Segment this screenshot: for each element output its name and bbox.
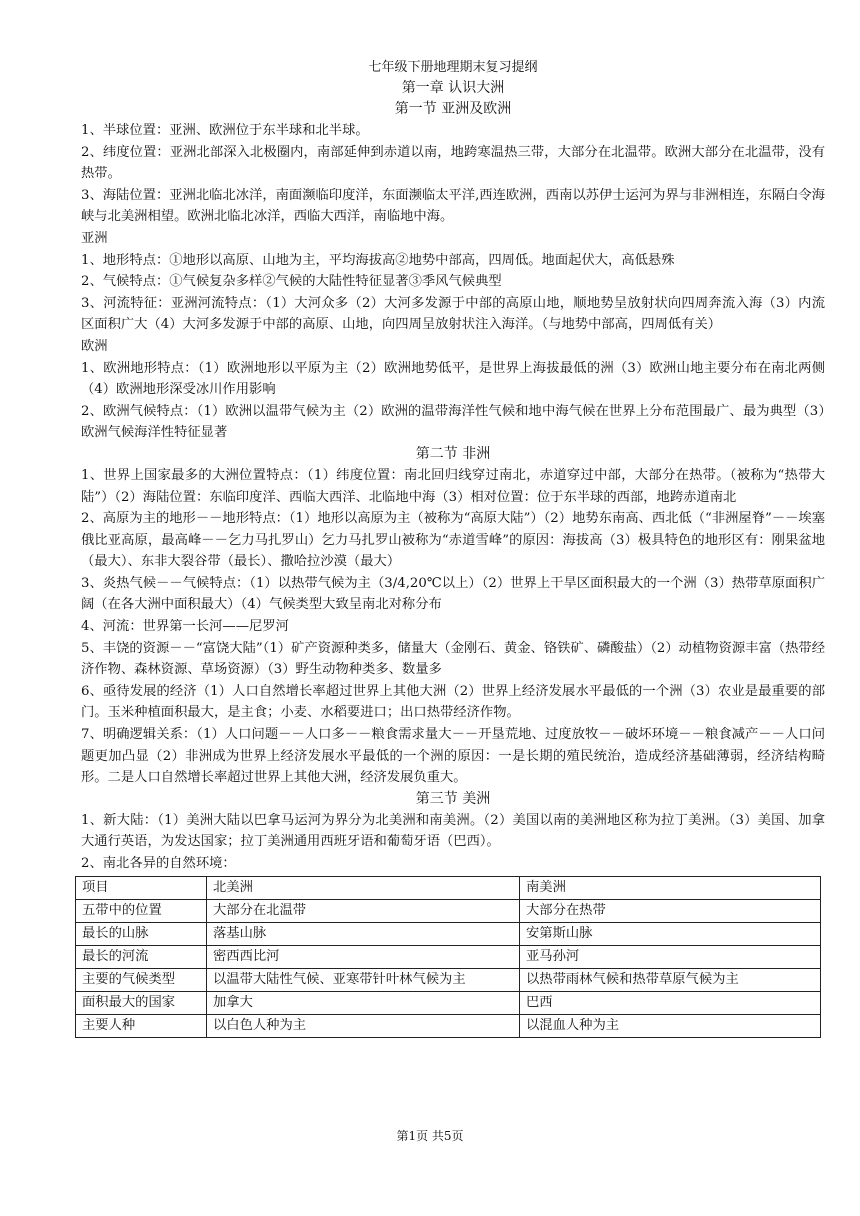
paragraph: 2、高原为主的地形－－地形特点：（1）地形以高原为主（被称为“高原大陆”）（2）地势东南高、西北低（“非洲屋脊”－－埃塞俄比亚高原，最高峰－－乞力马扎罗山）乞力马扎罗山被称为“赤道雪峰”的原因：海拔高（3）极具特色的地形区有：刚果盆地（最大）、东非大裂谷带（最长）、撒哈拉沙漠（最大） <box>81 511 826 570</box>
page-footer: 第1页 共5页 <box>396 1129 464 1143</box>
table-header-cell: 南美洲 <box>520 876 821 899</box>
paragraph: 3、海陆位置：亚洲北临北冰洋，南面濒临印度洋，东面濒临太平洋,西连欧洲，西南以苏伊士运河为界与非洲相连，东隔白令海峡与北美洲相望。欧洲北临北冰洋，西临大西洋，南临地中海。 <box>81 187 826 225</box>
table-cell: 落基山脉 <box>207 922 520 945</box>
subheading-europe: 欧洲 <box>81 338 108 354</box>
table-cell: 以温带大陆性气候、亚寒带针叶林气候为主 <box>207 968 520 991</box>
paragraph: 5、丰饶的资源－－“富饶大陆”（1）矿产资源种类多，储量大（金刚石、黄金、铬铁矿、磷酸盐）（2）动植物资源丰富（热带经济作物、森林资源、草场资源）（3）野生动物种类多、数量多 <box>81 640 825 678</box>
document-page <box>81 58 825 1038</box>
table-header-cell: 北美洲 <box>207 876 520 899</box>
table-row <box>76 945 821 968</box>
paragraph: 7、明确逻辑关系：（1）人口问题－－人口多－－粮食需求量大－－开垦荒地、过度放牧－－破坏环境－－粮食减产－－人口问题更加凸显（2）非洲成为世界上经济发展水平最低的一个洲的原因：一是长期的殖民统治，造成经济基础薄弱，经济结构畸形。二是人口自然增长率超过世界上其他大洲，经济发展负重大。 <box>81 727 825 786</box>
section-title-africa: 第二节 非洲 <box>415 445 491 462</box>
table-header-row <box>76 876 821 899</box>
table-cell: 最长的山脉 <box>76 922 207 945</box>
subheading-asia: 亚洲 <box>81 230 108 246</box>
document-title: 七年级下册地理期末复习提纲 <box>368 60 538 75</box>
table-cell: 亚马孙河 <box>520 945 821 968</box>
paragraph: 3、炎热气候－－气候特点：（1）以热带气候为主（3/4,20℃以上）（2）世界上干旱区面积最大的一个洲（3）热带草原面积广阔（在各大洲中面积最大）（4）气候类型大致呈南北对称分布 <box>81 575 825 613</box>
table-cell: 五带中的位置 <box>76 899 207 922</box>
paragraph: 6、亟待发展的经济（1）人口自然增长率超过世界上其他大洲（2）世界上经济发展水平最低的一个洲（3）农业是最重要的部门。玉米种植面积最大，是主食；小麦、水稻要进口；出口热带经济作物。 <box>81 683 825 721</box>
paragraph: 2、欧洲气候特点：（1）欧洲以温带气候为主（2）欧洲的温带海洋性气候和地中海气候在世界上分布范围最广、最为典型（3）欧洲气候海洋性特征显著 <box>81 403 825 441</box>
table-row <box>76 922 821 945</box>
comparison-table <box>75 876 821 1038</box>
table-cell: 加拿大 <box>207 991 520 1014</box>
table-row <box>76 1014 821 1037</box>
table-cell: 以混血人种为主 <box>520 1014 821 1037</box>
paragraph: 4、河流：世界第一长河——尼罗河 <box>81 619 289 635</box>
table-row <box>76 968 821 991</box>
paragraph: 2、气候特点：①气候复杂多样②气候的大陆性特征显著③季风气候典型 <box>81 274 502 290</box>
section-title-asia-europe: 第一节 亚洲及欧洲 <box>394 101 512 117</box>
table-cell: 以白色人种为主 <box>207 1014 520 1037</box>
paragraph: 1、欧洲地形特点：（1）欧洲地形以平原为主（2）欧洲地势低平，是世界上海拔最低的洲（3）欧洲山地主要分布在南北两侧（4）欧洲地形深受冰川作用影响 <box>81 360 825 398</box>
table-cell: 大部分在北温带 <box>207 899 520 922</box>
table-cell: 安第斯山脉 <box>520 922 821 945</box>
table-cell: 面积最大的国家 <box>76 991 207 1014</box>
table-cell: 密西西比河 <box>207 945 520 968</box>
paragraph: 1、地形特点：①地形以高原、山地为主，平均海拔高②地势中部高，四周低。地面起伏大，高低悬殊 <box>81 252 675 268</box>
paragraph: 1、世界上国家最多的大洲位置特点：（1）纬度位置：南北回归线穿过南北，赤道穿过中部，大部分在热带。（被称为“热带大陆”）（2）海陆位置：东临印度洋、西临大西洋、北临地中海（3）相对位置：位于东半球的西部，地跨赤道南北 <box>81 467 825 505</box>
table-row <box>76 899 821 922</box>
table-cell: 主要的气候类型 <box>76 968 207 991</box>
table-cell: 以热带雨林气候和热带草原气候为主 <box>520 968 821 991</box>
paragraph: 3、河流特征：亚洲河流特点：（1）大河众多（2）大河多发源于中部的高原山地，顺地势呈放射状向四周奔流入海（3）内流区面积广大（4）大河多发源于中部的高原、山地，向四周呈放射状注入海洋。（与地势中部高，四周低有关） <box>81 295 825 333</box>
table-cell: 主要人种 <box>76 1014 207 1037</box>
table-row <box>76 991 821 1014</box>
paragraph: 1、新大陆：（1）美洲大陆以巴拿马运河为界分为北美洲和南美洲。（2）美国以南的美洲地区称为拉丁美洲。（3）美国、加拿大通行英语，为发达国家；拉丁美洲通用西班牙语和葡萄牙语（巴西）。 <box>81 812 825 850</box>
table-cell: 大部分在热带 <box>520 899 821 922</box>
paragraph: 1、半球位置：亚洲、欧洲位于东半球和北半球。 <box>81 123 369 138</box>
chapter-title: 第一章 认识大洲 <box>401 80 505 96</box>
paragraph: 2、南北各异的自然环境： <box>81 856 236 871</box>
paragraph: 2、纬度位置：亚洲北部深入北极圈内，南部延伸到赤道以南，地跨寒温热三带，大部分在北温带。欧洲大部分在北温带，没有热带。 <box>81 144 825 182</box>
table-cell: 巴西 <box>520 991 821 1014</box>
table-cell: 最长的河流 <box>76 945 207 968</box>
section-title-americas: 第三节 美洲 <box>415 790 491 807</box>
table-header-cell: 项目 <box>76 876 207 899</box>
